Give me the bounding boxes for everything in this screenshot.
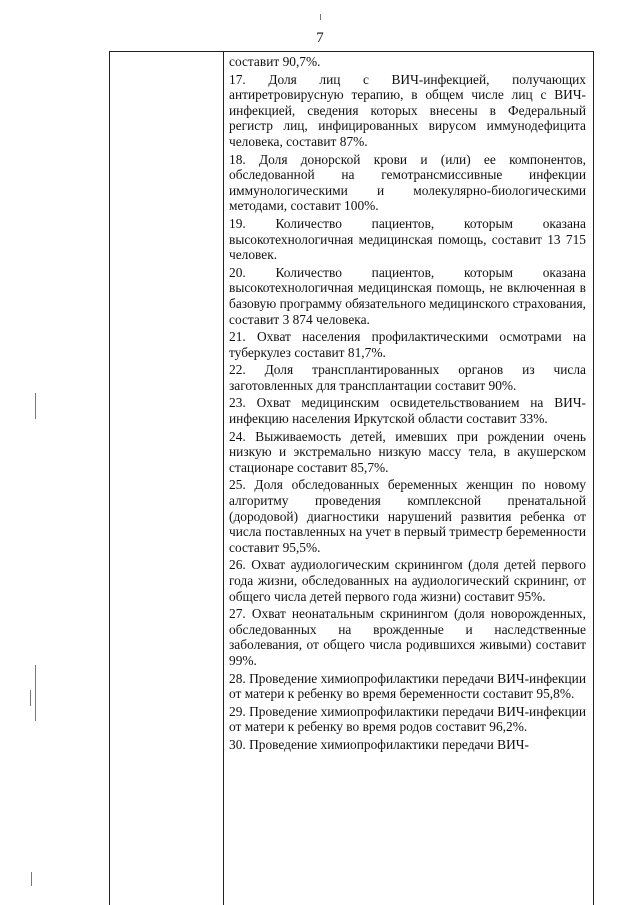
scan-mark [35, 393, 36, 419]
list-item-26: 26. Охват аудиологическим скринингом (доля детей первого года жизни, обследованных на аудиологический скрининг, от общего числа детей первого года жизни) составит 95%. [229, 557, 586, 604]
page-number: 7 [316, 30, 324, 46]
list-item-25: 25. Доля обследованных беременных женщин по новому алгоритму проведения комплексной пренатальной (дородовой) диагностики нарушений развития ребенка от числа поставленных на учет в первый триместр беременности составит 95,5%. [229, 477, 586, 555]
list-item-28: 28. Проведение химиопрофилактики передачи ВИЧ-инфекции от матери к ребенку во время беременности составит 95,8%. [229, 670, 586, 702]
list-item-17: 17. Доля лиц с ВИЧ-инфекцией, получающих антиретровирусную терапию, в общем числе лиц с ВИЧ-инфекцией, сведения которых внесены в Федеральный регистр лиц, инфицированных вирусом иммунодефицита человека, составит 87%. [229, 71, 586, 149]
list-item-18: 18. Доля донорской крови и (или) ее компонентов, обследованной на гемотрансмиссивные инфекции иммунологическими и молекулярно-биологическими методами, составит 100%. [229, 151, 586, 214]
list-item-29: 29. Проведение химиопрофилактики передачи ВИЧ-инфекции от матери к ребенку во время родов составит 96,2%. [229, 703, 586, 735]
list-item-19: 19. Количество пациентов, которым оказана высокотехнологичная медицинская помощь, составит 13 715 человек. [229, 215, 586, 263]
list-item-21: 21. Охват населения профилактическими осмотрами на туберкулез составит 81,7%. [229, 329, 586, 360]
list-item-24: 24. Выживаемость детей, имевших при рождении очень низкую и экстремально низкую массу тела, в акушерском стационаре составит 85,7%. [229, 428, 586, 475]
document-table [109, 51, 594, 905]
scan-mark [35, 665, 36, 721]
scan-mark [30, 690, 31, 706]
list-item-continuation: составит 90,7%. [229, 54, 321, 69]
list-item-20: 20. Количество пациентов, которым оказана высокотехнологичная медицинская помощь, не включенная в базовую программу обязательного медицинского страхования, составит 3 874 человека. [229, 264, 586, 327]
scan-mark [320, 14, 321, 20]
column-divider [223, 52, 224, 905]
scan-mark [31, 872, 32, 886]
list-item-23: 23. Охват медицинским освидетельствованием на ВИЧ-инфекцию населения Иркутской области составит 33%. [229, 395, 586, 427]
table-content-cell [229, 54, 586, 755]
list-item-22: 22. Доля трансплантированных органов из числа заготовленных для трансплантации составит 90%. [229, 362, 586, 393]
list-item-27: 27. Охват неонатальным скринингом (доля новорожденных, обследованных на врожденные и наследственные заболевания, от общего числа родившихся живыми) составит 99%. [229, 606, 586, 668]
list-item-30: 30. Проведение химиопрофилактики передачи ВИЧ- [229, 736, 529, 752]
